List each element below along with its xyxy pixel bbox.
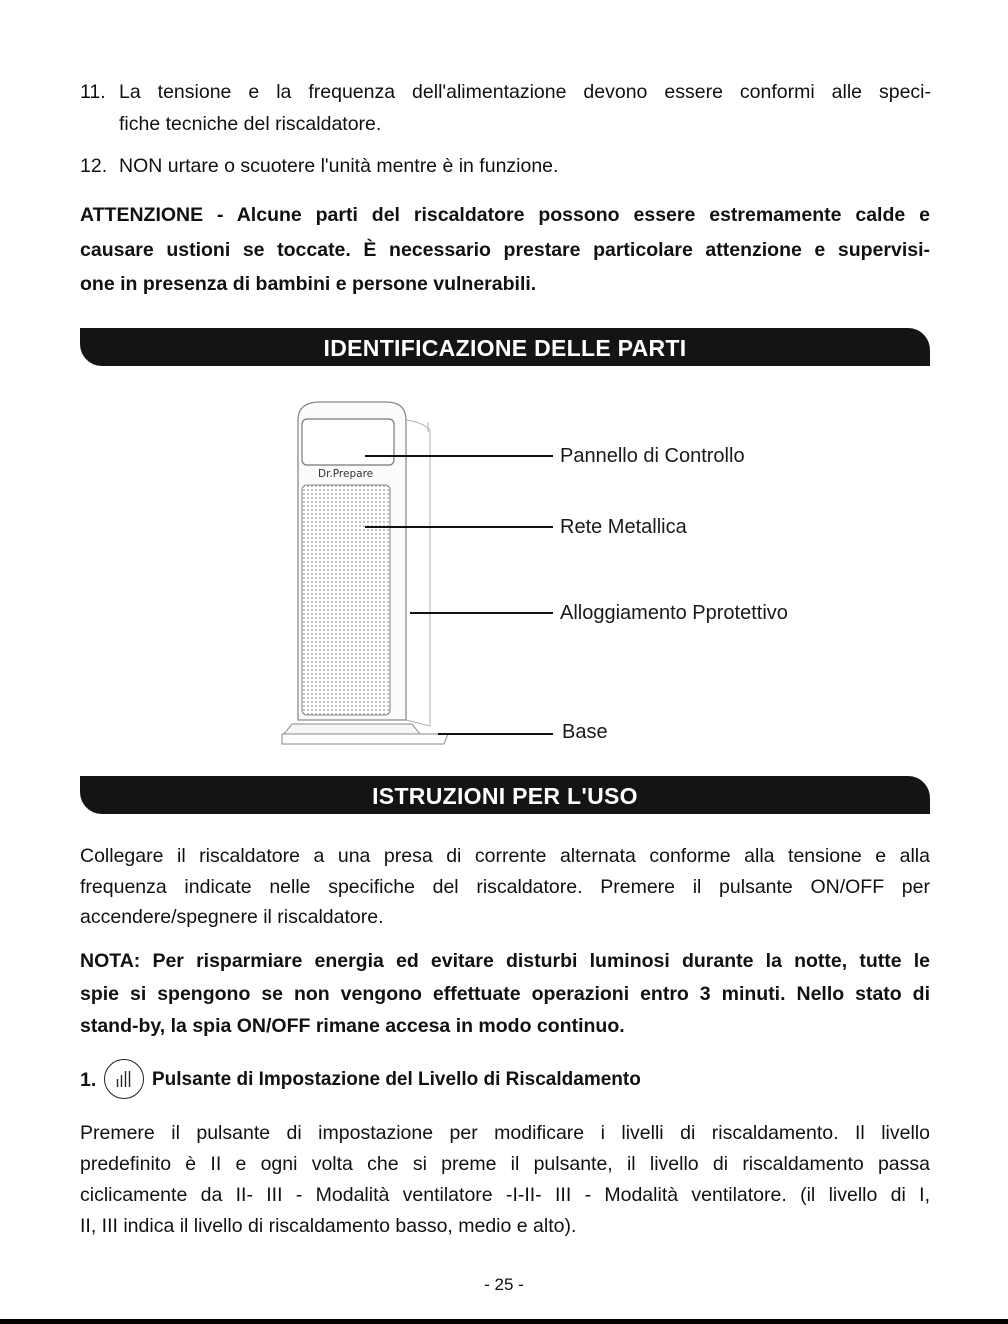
- heat-level-icon: [104, 1059, 144, 1099]
- step-body: ciclicamente da II- III - Modalità ventilatore -I-II- III - Modalità ventilatore. (il livello di I,: [80, 1184, 930, 1206]
- note-text: stand-by, la spia ON/OFF rimane accesa in modo continuo.: [80, 1015, 625, 1037]
- part-label-housing: Alloggiamento Pprotettivo: [560, 602, 788, 624]
- step-number: 1.: [80, 1069, 97, 1091]
- brand-logo: Dr.Prepare: [318, 468, 374, 480]
- usage-text: accendere/spegnere il riscaldatore.: [80, 906, 384, 928]
- section-banner-usage: ISTRUZIONI PER L'USO: [80, 776, 930, 814]
- heater-diagram: [270, 392, 570, 752]
- part-label-mesh: Rete Metallica: [560, 516, 687, 538]
- note-text: spie si spengono se non vengono effettuate operazioni entro 3 minuti. Nello stato di: [80, 983, 930, 1005]
- part-label-base: Base: [562, 721, 608, 743]
- section-banner-parts: IDENTIFICAZIONE DELLE PARTI: [80, 328, 930, 366]
- step-body: predefinito è II e ogni volta che si preme il pulsante, il livello di riscaldamento passa: [80, 1153, 930, 1175]
- leader-line: [365, 526, 553, 528]
- step-body: Premere il pulsante di impostazione per modificare i livelli di riscaldamento. Il livello: [80, 1122, 930, 1144]
- leader-line: [438, 733, 553, 735]
- note-text: NOTA: Per risparmiare energia ed evitare disturbi luminosi durante la notte, tutte le: [80, 950, 930, 972]
- warning-text: one in presenza di bambini e persone vulnerabili.: [80, 273, 537, 295]
- item-text: fiche tecniche del riscaldatore.: [119, 113, 382, 135]
- usage-text: frequenza indicate nelle specifiche del riscaldatore. Premere il pulsante ON/OFF per: [80, 876, 930, 898]
- step-body: II, III indica il livello di riscaldamento basso, medio e alto).: [80, 1215, 577, 1237]
- item-number: 11.: [80, 81, 106, 103]
- step-title: Pulsante di Impostazione del Livello di Riscaldamento: [152, 1069, 641, 1090]
- item-text: La tensione e la frequenza dell'alimentazione devono essere conformi alle speci-: [119, 81, 931, 103]
- part-label-control-panel: Pannello di Controllo: [560, 445, 745, 467]
- page-number: - 25 -: [484, 1275, 524, 1294]
- item-text: NON urtare o scuotere l'unità mentre è in funzione.: [119, 155, 559, 177]
- leader-line: [365, 455, 553, 457]
- bottom-rule: [0, 1319, 1008, 1324]
- item-number: 12.: [80, 155, 108, 177]
- warning-text: causare ustioni se toccate. È necessario prestare particolare attenzione e supervisi-: [80, 239, 930, 261]
- usage-text: Collegare il riscaldatore a una presa di corrente alternata conforme alla tensione e alla: [80, 845, 930, 867]
- leader-line: [410, 612, 553, 614]
- warning-text: ATTENZIONE - Alcune parti del riscaldatore possono essere estremamente calde e: [80, 204, 930, 226]
